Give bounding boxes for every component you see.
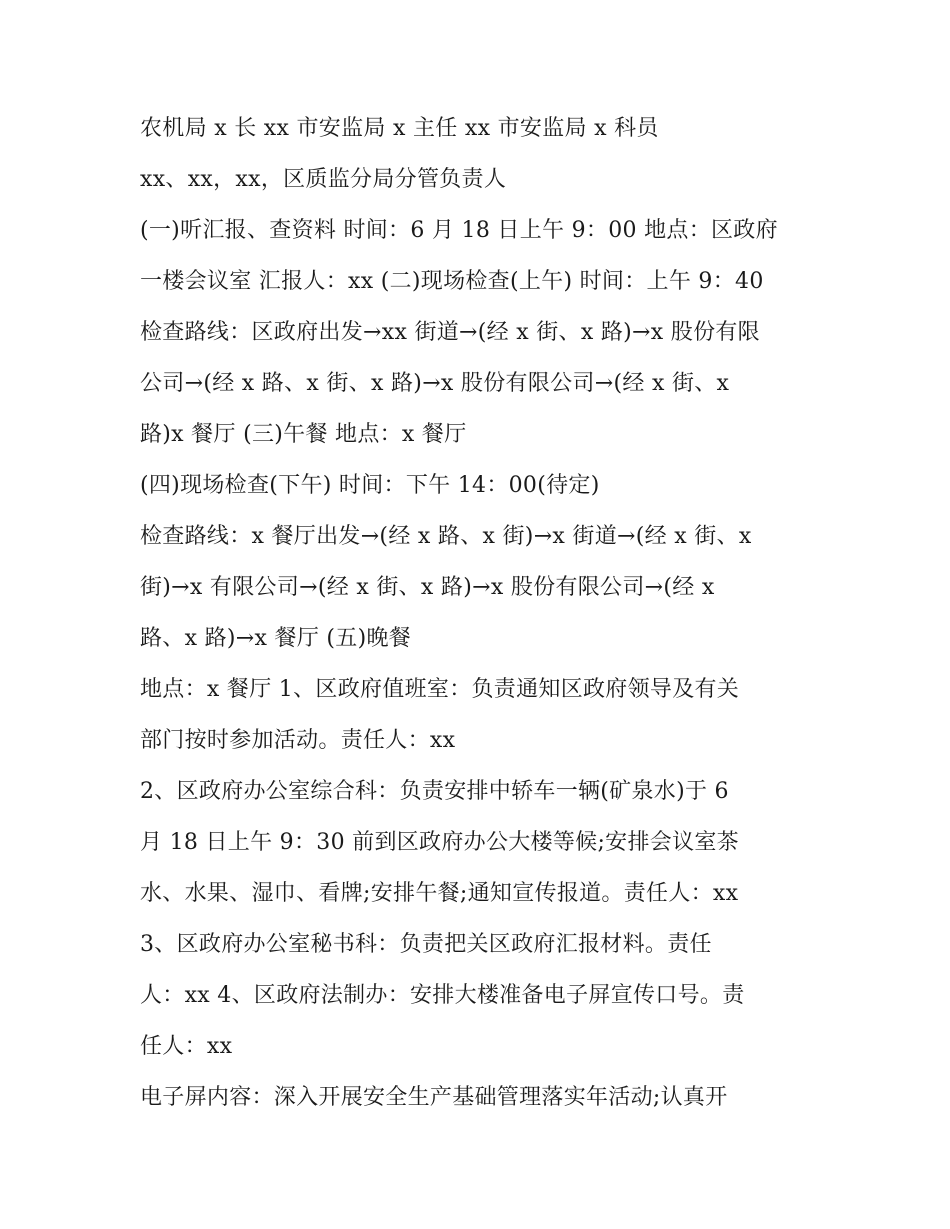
text-line: 路)x 餐厅 (三)午餐 地点：x 餐厅 — [140, 422, 467, 447]
text-line: 电子屏内容：深入开展安全生产基础管理落实年活动;认真开 — [140, 1085, 728, 1110]
text-line: 水、水果、湿巾、看牌;安排午餐;通知宣传报道。责任人：xx — [140, 881, 739, 906]
text-line: 一楼会议室 汇报人：xx (二)现场检查(上午) 时间：上午 9：40 — [140, 269, 764, 294]
text-line: xx、xx，xx，区质监分局分管负责人 — [140, 167, 507, 192]
text-line: 路、x 路)→x 餐厅 (五)晚餐 — [140, 626, 412, 651]
text-line: 农机局 x 长 xx 市安监局 x 主任 xx 市安监局 x 科员 — [140, 116, 659, 141]
text-line: (一)听汇报、查资料 时间：6 月 18 日上午 9：00 地点：区政府 — [140, 218, 778, 243]
text-line: (四)现场检查(下午) 时间：下午 14：00(待定) — [140, 473, 600, 498]
text-line: 部门按时参加活动。责任人：xx — [140, 728, 456, 753]
text-line: 检查路线：区政府出发→xx 街道→(经 x 街、x 路)→x 股份有限 — [140, 320, 760, 345]
text-line: 地点：x 餐厅 1、区政府值班室：负责通知区政府领导及有关 — [140, 677, 740, 702]
text-line: 3、区政府办公室秘书科：负责把关区政府汇报材料。责任 — [140, 932, 712, 957]
text-line: 2、区政府办公室综合科：负责安排中轿车一辆(矿泉水)于 6 — [140, 779, 729, 804]
text-line: 月 18 日上午 9：30 前到区政府办公大楼等候;安排会议室茶 — [140, 830, 739, 855]
text-line: 任人：xx — [140, 1034, 233, 1059]
text-line: 街)→x 有限公司→(经 x 街、x 路)→x 股份有限公司→(经 x — [140, 575, 715, 600]
text-line: 检查路线：x 餐厅出发→(经 x 路、x 街)→x 街道→(经 x 街、x — [140, 524, 752, 549]
text-line: 人：xx 4、区政府法制办：安排大楼准备电子屏宣传口号。责 — [140, 983, 745, 1008]
text-line: 公司→(经 x 路、x 街、x 路)→x 股份有限公司→(经 x 街、x — [140, 371, 730, 396]
